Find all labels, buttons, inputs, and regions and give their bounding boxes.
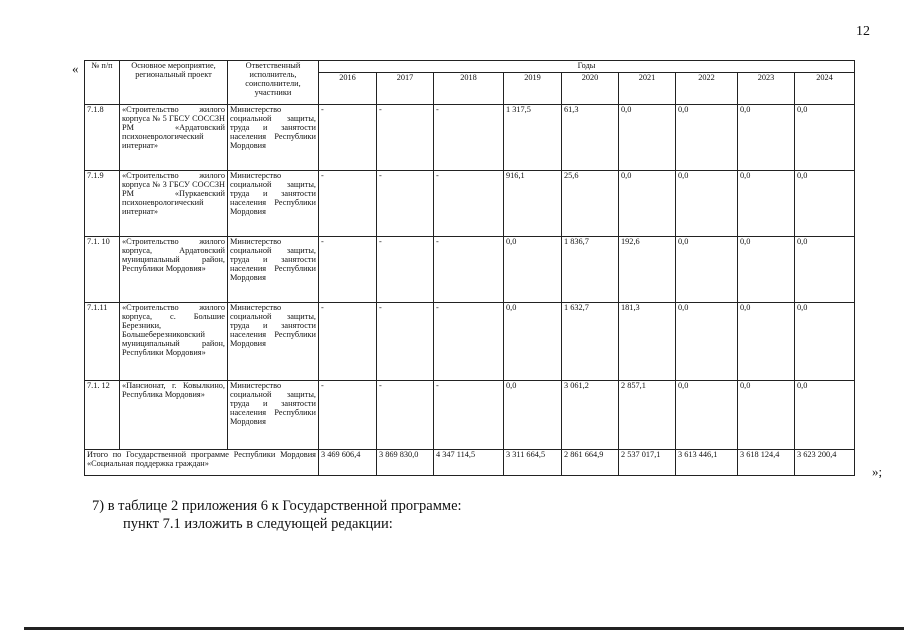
row-value: 916,1 — [504, 170, 562, 236]
row-value: 61,3 — [562, 104, 619, 170]
row-value: 1 836,7 — [562, 236, 619, 302]
row-number: 7.1. 10 — [85, 236, 120, 302]
page-bottom-rule — [24, 627, 904, 630]
row-value: 1 632,7 — [562, 302, 619, 380]
row-value: 0,0 — [738, 302, 795, 380]
closing-quote: »; — [872, 464, 883, 479]
row-value: 0,0 — [676, 236, 738, 302]
row-value: 0,0 — [795, 236, 855, 302]
row-value: 0,0 — [676, 380, 738, 449]
total-label: Итого по Государственной программе Республики Мордовия «Социальная поддержка граждан» — [85, 449, 319, 475]
total-value: 3 311 664,5 — [504, 449, 562, 475]
row-value: 0,0 — [676, 170, 738, 236]
header-responsible: Ответственный исполнитель, соисполнители, участники — [228, 61, 319, 105]
total-value: 3 469 606,4 — [319, 449, 377, 475]
row-value: - — [377, 380, 434, 449]
row-value: - — [319, 170, 377, 236]
table-row — [85, 170, 855, 236]
header-year: 2024 — [795, 72, 855, 104]
header-year: 2021 — [619, 72, 676, 104]
row-responsible: Министерство социальной защиты, труда и занятости населения Республики Мордовия — [228, 302, 319, 380]
row-value: 0,0 — [738, 104, 795, 170]
header-year: 2018 — [434, 72, 504, 104]
row-value: - — [434, 380, 504, 449]
table-row — [85, 302, 855, 380]
total-value: 3 618 124,4 — [738, 449, 795, 475]
row-value: - — [319, 380, 377, 449]
opening-quote: « — [72, 61, 79, 76]
row-value: 0,0 — [795, 302, 855, 380]
row-responsible: Министерство социальной защиты, труда и занятости населения Республики Мордовия — [228, 104, 319, 170]
header-year: 2019 — [504, 72, 562, 104]
row-value: 0,0 — [738, 170, 795, 236]
row-value: 181,3 — [619, 302, 676, 380]
row-value: - — [434, 236, 504, 302]
row-value: 25,6 — [562, 170, 619, 236]
row-number: 7.1.8 — [85, 104, 120, 170]
row-value: 0,0 — [795, 380, 855, 449]
header-years-group: Годы — [319, 61, 855, 73]
row-value: - — [377, 104, 434, 170]
row-value: 0,0 — [795, 170, 855, 236]
total-value: 3 869 830,0 — [377, 449, 434, 475]
row-value: 0,0 — [676, 104, 738, 170]
paragraph-instruction: пункт 7.1 изложить в следующей редакции: — [123, 516, 393, 532]
row-value: 0,0 — [504, 236, 562, 302]
table-row — [85, 104, 855, 170]
row-value: 0,0 — [795, 104, 855, 170]
row-number: 7.1.9 — [85, 170, 120, 236]
total-row — [85, 449, 855, 475]
row-value: 2 857,1 — [619, 380, 676, 449]
row-event: «Строительство жилого корпуса, с. Большие Березники, Большеберезниковский муниципальный район, Республики Мордовия» — [120, 302, 228, 380]
header-num: № п/п — [85, 61, 120, 105]
row-value: 0,0 — [619, 170, 676, 236]
row-value: 0,0 — [504, 380, 562, 449]
table-row — [85, 236, 855, 302]
row-value: 3 061,2 — [562, 380, 619, 449]
row-value: 0,0 — [738, 380, 795, 449]
header-year: 2017 — [377, 72, 434, 104]
total-value: 4 347 114,5 — [434, 449, 504, 475]
row-value: 1 317,5 — [504, 104, 562, 170]
row-value: 0,0 — [504, 302, 562, 380]
row-value: - — [434, 104, 504, 170]
row-value: - — [434, 302, 504, 380]
table-row — [85, 380, 855, 449]
row-responsible: Министерство социальной защиты, труда и занятости населения Республики Мордовия — [228, 170, 319, 236]
header-year: 2020 — [562, 72, 619, 104]
row-number: 7.1.11 — [85, 302, 120, 380]
row-value: 192,6 — [619, 236, 676, 302]
row-value: 0,0 — [738, 236, 795, 302]
header-year: 2022 — [676, 72, 738, 104]
header-year: 2016 — [319, 72, 377, 104]
row-responsible: Министерство социальной защиты, труда и занятости населения Республики Мордовия — [228, 236, 319, 302]
row-event: «Пансионат, г. Ковылкино, Республика Мордовия» — [120, 380, 228, 449]
row-value: - — [377, 170, 434, 236]
row-value: - — [377, 236, 434, 302]
row-number: 7.1. 12 — [85, 380, 120, 449]
total-value: 2 537 017,1 — [619, 449, 676, 475]
header-year: 2023 — [738, 72, 795, 104]
row-value: - — [319, 236, 377, 302]
row-event: «Строительство жилого корпуса № 5 ГБСУ СОССЗН РМ «Ардатовский психоневрологический интернат» — [120, 104, 228, 170]
total-value: 3 623 200,4 — [795, 449, 855, 475]
row-value: 0,0 — [676, 302, 738, 380]
total-value: 2 861 664,9 — [562, 449, 619, 475]
page-number: 12 — [856, 24, 870, 39]
row-event: «Строительство жилого корпуса № 3 ГБСУ СОССЗН РМ «Пуркаевский психоневрологический интернат» — [120, 170, 228, 236]
row-event: «Строительство жилого корпуса, Ардатовский муниципальный район, Республики Мордовия» — [120, 236, 228, 302]
expenditure-table — [84, 60, 855, 476]
row-value: - — [377, 302, 434, 380]
total-value: 3 613 446,1 — [676, 449, 738, 475]
paragraph-amendment: 7) в таблице 2 приложения 6 к Государственной программе: — [92, 498, 462, 514]
row-value: - — [434, 170, 504, 236]
row-value: 0,0 — [619, 104, 676, 170]
row-responsible: Министерство социальной защиты, труда и занятости населения Республики Мордовия — [228, 380, 319, 449]
header-event: Основное мероприятие, региональный проект — [120, 61, 228, 105]
row-value: - — [319, 302, 377, 380]
row-value: - — [319, 104, 377, 170]
